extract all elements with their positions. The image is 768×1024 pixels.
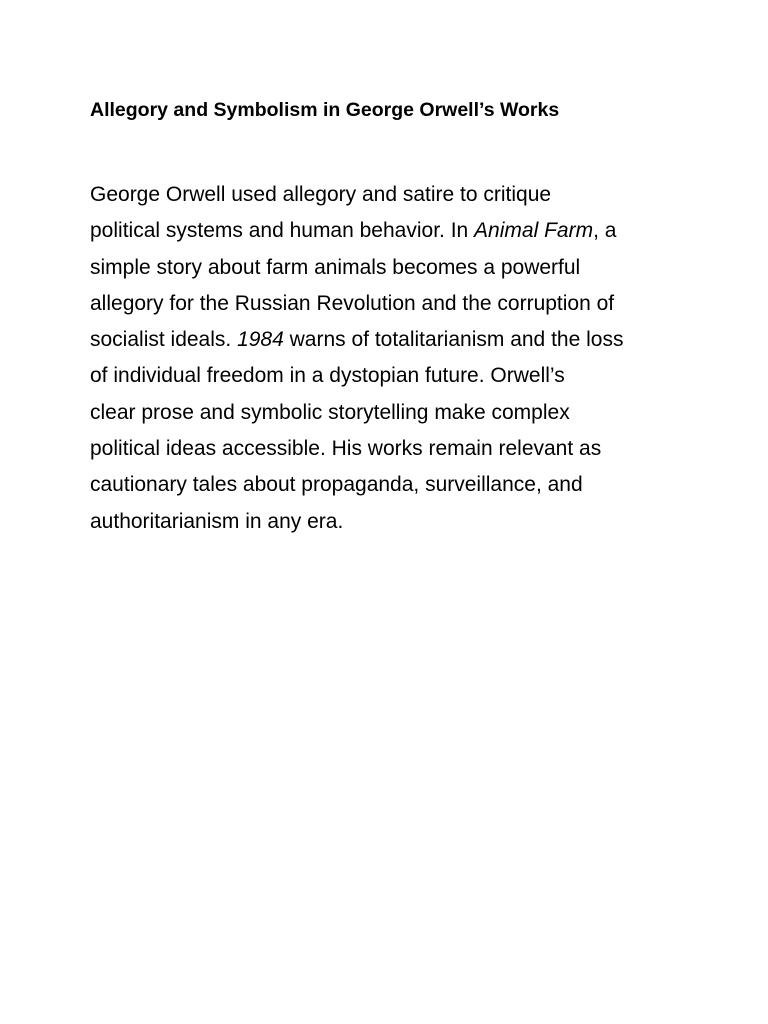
line-5-text-end: warns of totalitarianism and the loss [283,328,624,352]
body-paragraph [90,177,700,540]
paragraph-line-9: cautionary tales about propaganda, surveillance, and [90,473,583,497]
paragraph-line-8: political ideas accessible. His works remain relevant as [90,437,602,461]
paragraph-line-7: clear prose and symbolic storytelling make complex [90,400,570,424]
book-title-animal-farm: Animal Farm [474,219,594,243]
paragraph-line-4: allegory for the Russian Revolution and the corruption of [90,291,615,315]
line-2-text-start: political systems and human behavior. In [90,219,475,243]
book-title-1984: 1984 [237,328,284,352]
paragraph-line-10: authoritarianism in any era. [90,509,344,533]
paragraph-line-1: George Orwell used allegory and satire to critique [90,183,552,206]
paragraph-line-2 [90,213,700,249]
line-5-text-start: socialist ideals. [90,328,238,352]
paragraph-line-3: simple story about farm animals becomes a powerful [90,255,581,279]
paragraph-line-5 [90,322,700,358]
document-title: Allegory and Symbolism in George Orwell’s Works [90,99,560,121]
line-2-text-end: , a [593,219,617,243]
paragraph-line-6: of individual freedom in a dystopian future. Orwell’s [90,364,565,388]
